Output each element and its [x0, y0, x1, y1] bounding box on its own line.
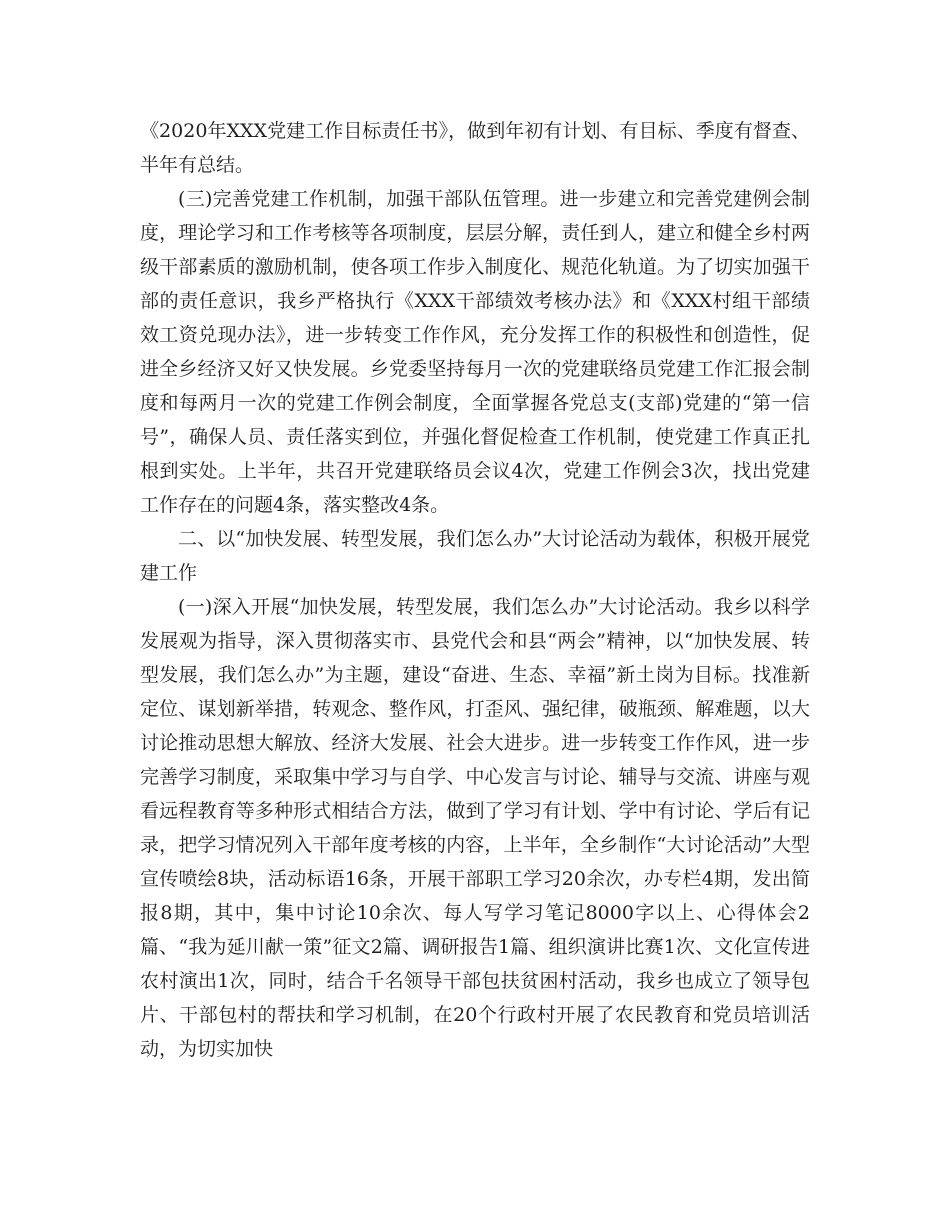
paragraph-work-mechanism: (三)完善党建工作机制，加强干部队伍管理。进一步建立和完善党建例会制度，理论学习和工作考核等各项制度，层层分解，责任到人，建立和健全乡村两级干部素质的激励机制，使各项工作步入制度化、规范化轨道。为了切实加强干部的责任意识，我乡严格执行《XXX干部绩效考核办法》和《XXX村组干部绩效工资兑现办法》，进一步转变工作作风，充分发挥工作的积极性和创造性，促进全乡经济又好又快发展。乡党委坚持每月一次的党建联络员党建工作汇报会制度和每两月一次的党建工作例会制度，全面掌握各党总支(支部)党建的“第一信号”，确保人员、责任落实到位，并强化督促检查工作机制，使党建工作真正扎根到实处。上半年，共召开党建联络员会议4次，党建工作例会3次，找出党建工作存在的问题4条，落实整改4条。 [140, 188, 810, 516]
paragraph-goal-responsibility: 《2020年XXX党建工作目标责任书》，做到年初有计划、有目标、季度有督查、半年有总结。 [140, 120, 810, 176]
paragraph-section-two-heading: 二、以“加快发展、转型发展，我们怎么办”大讨论活动为载体，积极开展党建工作 [140, 528, 810, 584]
paragraph-discussion-activity: (一)深入开展“加快发展，转型发展，我们怎么办”大讨论活动。我乡以科学发展观为指导，深入贯彻落实市、县党代会和县“两会”精神，以“加快发展、转型发展，我们怎么办”为主题，建设“奋进、生态、幸福”新土岗为目标。找准新定位、谋划新举措，转观念、整作风，打歪风、强纪律，破瓶颈、解难题，以大讨论推动思想大解放、经济大发展、社会大进步。进一步转变工作作风，进一步完善学习制度，采取集中学习与自学、中心发言与讨论、辅导与交流、讲座与观看远程教育等多种形式相结合方法，做到了学习有计划、学中有讨论、学后有记录，把学习情况列入干部年度考核的内容，上半年，全乡制作“大讨论活动”大型宣传喷绘8块，活动标语16条，开展干部职工学习20余次，办专栏4期，发出简报8期，其中，集中讨论10余次、每人写学习笔记8000字以上、心得体会2篇、“我为延川献一策”征文2篇、调研报告1篇、组织演讲比赛1次、文化宣传进农村演出1次，同时，结合千名领导干部包扶贫困村活动，我乡也成立了领导包片、干部包村的帮扶和学习机制，在20个行政村开展了农民教育和党员培训活动，为切实加快 [140, 596, 810, 1060]
